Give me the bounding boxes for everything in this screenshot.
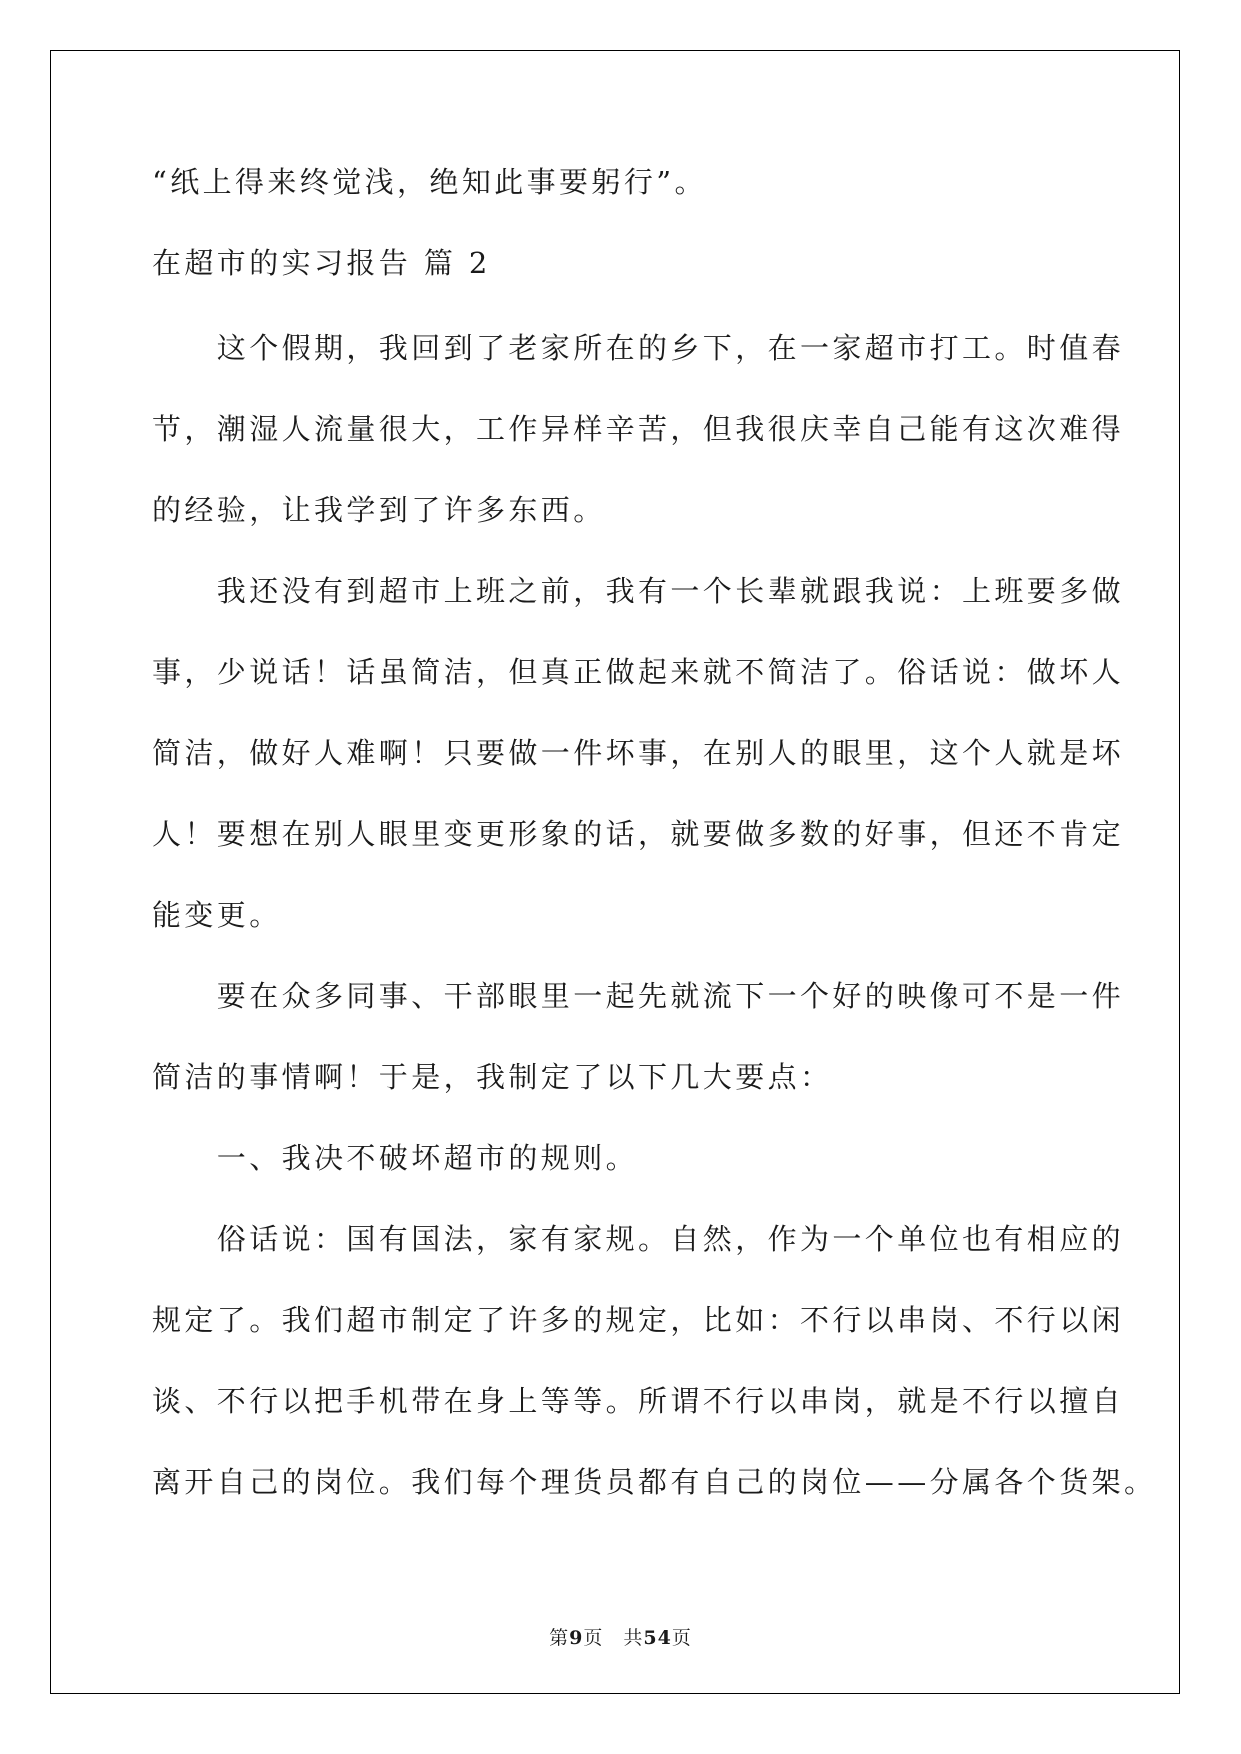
footer-total-prefix: 共 <box>623 1627 644 1649</box>
text-line: 俗话说：国有国法，家有家规。自然，作为一个单位也有相应的 <box>152 1222 1125 1256</box>
footer-total-suffix: 页 <box>671 1627 692 1649</box>
total-page-number: 54 <box>643 1627 672 1649</box>
text-line: 节，潮湿人流量很大，工作异样辛苦，但我很庆幸自己能有这次难得 <box>152 412 1125 446</box>
text-line: 离开自己的岗位。我们每个理货员都有自己的岗位——分属各个货架。 <box>152 1465 1157 1499</box>
text-line: 一、我决不破坏超市的规则。 <box>152 1141 639 1175</box>
current-page-number: 9 <box>569 1627 584 1649</box>
text-line: 人！要想在别人眼里变更形象的话，就要做多数的好事，但还不肯定 <box>152 817 1125 851</box>
text-line: 能变更。 <box>152 898 282 932</box>
document-body <box>152 162 1157 1543</box>
text-line: 这个假期，我回到了老家所在的乡下，在一家超市打工。时值春 <box>152 331 1125 365</box>
page-footer <box>0 1623 1241 1650</box>
footer-page-word: 页 <box>583 1627 604 1649</box>
footer-prefix: 第 <box>549 1627 570 1649</box>
text-line: 要在众多同事、干部眼里一起先就流下一个好的映像可不是一件 <box>152 979 1125 1013</box>
text-line: 简洁，做好人难啊！只要做一件坏事，在别人的眼里，这个人就是坏 <box>152 736 1125 770</box>
text-line: 简洁的事情啊！于是，我制定了以下几大要点： <box>152 1060 833 1094</box>
text-line: 我还没有到超市上班之前，我有一个长辈就跟我说：上班要多做 <box>152 574 1125 608</box>
text-line: 事，少说话！话虽简洁，但真正做起来就不简洁了。俗话说：做坏人 <box>152 655 1125 689</box>
text-line: “纸上得来终觉浅，绝知此事要躬行”。 <box>152 165 707 199</box>
section-title: 在超市的实习报告 篇 2 <box>152 246 491 280</box>
text-line: 谈、不行以把手机带在身上等等。所谓不行以串岗，就是不行以擅自 <box>152 1384 1125 1418</box>
text-line: 规定了。我们超市制定了许多的规定，比如：不行以串岗、不行以闲 <box>152 1303 1125 1337</box>
text-line: 的经验，让我学到了许多东西。 <box>152 493 606 527</box>
